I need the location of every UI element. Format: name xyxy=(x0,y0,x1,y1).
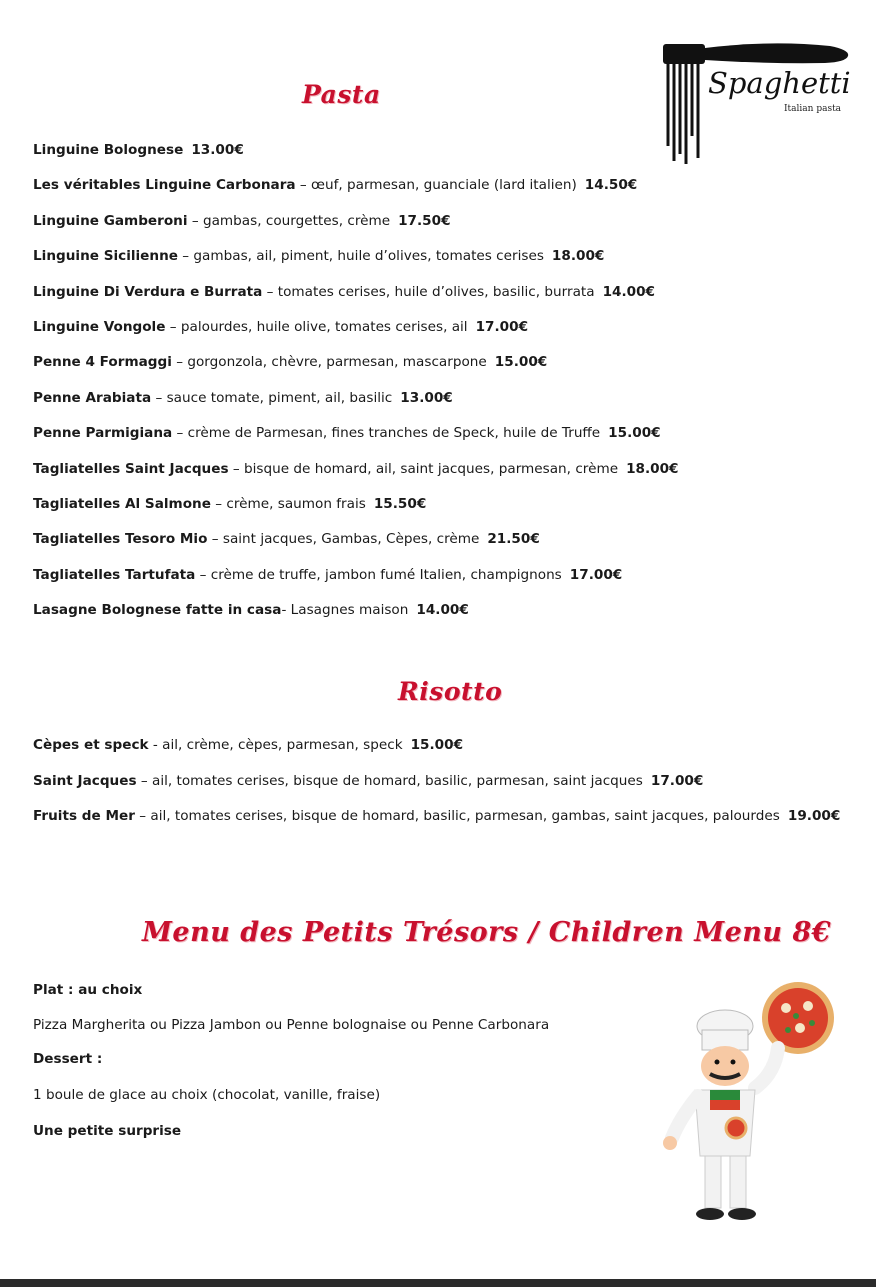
chef-with-pizza-icon xyxy=(650,978,845,1228)
item-name: Penne Parmigiana xyxy=(33,425,173,442)
pasta-item xyxy=(33,389,453,407)
item-description: – gorgonzola, chèvre, parmesan, mascarpone xyxy=(171,354,487,371)
pasta-item xyxy=(33,460,679,478)
item-price: 17.00€ xyxy=(569,566,623,583)
item-name: Tagliatelles Saint Jacques xyxy=(33,460,229,477)
plat-options: Pizza Margherita ou Pizza Jambon ou Penne bolognaise ou Penne Carbonara xyxy=(33,1017,550,1033)
dessert-label: Dessert : xyxy=(33,1051,103,1067)
pasta-item xyxy=(33,212,451,230)
item-name: Fruits de Mer xyxy=(33,808,135,824)
item-name: Les véritables Linguine Carbonara xyxy=(33,177,296,194)
item-price: 17.00€ xyxy=(475,319,529,335)
item-name: Linguine Gamberoni xyxy=(33,212,188,229)
item-price: 13.00€ xyxy=(191,142,244,158)
risotto-item xyxy=(33,736,463,754)
item-name: Tagliatelles Al Salmone xyxy=(33,496,211,512)
item-price: 19.00€ xyxy=(787,808,841,824)
item-description: – crème, saumon frais xyxy=(210,496,366,512)
item-description: – tomates cerises, huile d’olives, basilic, burrata xyxy=(262,283,595,300)
pasta-item xyxy=(33,424,661,442)
pasta-item xyxy=(33,247,604,265)
item-name: Linguine Vongole xyxy=(33,319,166,335)
bottom-divider xyxy=(0,1279,876,1287)
risotto-item xyxy=(33,772,703,790)
item-description: – gambas, courgettes, crème xyxy=(187,212,391,229)
logo-name: Spaghetti xyxy=(708,66,851,100)
pasta-item xyxy=(33,530,540,548)
children-menu-title: Menu des Petits Trésors / Children Menu 8€ xyxy=(142,917,832,948)
item-name: Linguine Sicilienne xyxy=(33,248,178,265)
item-price: 15.00€ xyxy=(608,425,661,442)
item-price: 21.50€ xyxy=(487,531,540,548)
item-description: – palourdes, huile olive, tomates cerises, ail xyxy=(165,319,468,335)
pasta-item xyxy=(33,601,469,619)
item-price: 18.00€ xyxy=(551,248,605,265)
item-name: Cèpes et speck xyxy=(33,737,149,753)
item-price: 13.00€ xyxy=(400,389,453,406)
logo-tagline: Italian pasta xyxy=(784,104,842,114)
pasta-item xyxy=(33,495,426,513)
pasta-item xyxy=(33,318,528,336)
item-description: - Lasagnes maison xyxy=(281,602,409,619)
item-description: - ail, crème, cèpes, parmesan, speck xyxy=(148,737,403,753)
item-name: Tagliatelles Tesoro Mio xyxy=(33,531,208,548)
item-name: Penne 4 Formaggi xyxy=(33,354,172,371)
item-price: 15.50€ xyxy=(373,496,427,512)
pasta-item xyxy=(33,353,547,371)
item-name: Linguine Di Verdura e Burrata xyxy=(33,283,263,300)
item-price: 17.50€ xyxy=(398,212,451,229)
spaghetti-fork-logo-icon xyxy=(660,36,855,166)
item-description: – crème de truffe, jambon fumé Italien, champignons xyxy=(195,566,562,583)
item-price: 15.00€ xyxy=(494,354,548,371)
item-description: – ail, tomates cerises, bisque de homard, basilic, parmesan, gambas, saint jacques, palourdes xyxy=(134,808,780,824)
item-name: Tagliatelles Tartufata xyxy=(33,566,196,583)
risotto-title: Risotto xyxy=(398,677,503,706)
item-price: 14.00€ xyxy=(416,602,469,619)
item-price: 18.00€ xyxy=(626,460,679,477)
item-description: – œuf, parmesan, guanciale (lard italien) xyxy=(295,177,577,194)
item-price: 14.00€ xyxy=(602,283,656,300)
pasta-item xyxy=(33,283,655,301)
item-price: 14.50€ xyxy=(584,177,638,194)
item-description: – saint jacques, Gambas, Cèpes, crème xyxy=(207,531,480,548)
surprise-text: Une petite surprise xyxy=(33,1123,182,1139)
item-description: – crème de Parmesan, fines tranches de Speck, huile de Truffe xyxy=(172,425,601,442)
item-description: – gambas, ail, piment, huile d’olives, tomates cerises xyxy=(177,248,544,265)
plat-label: Plat : au choix xyxy=(33,982,143,998)
item-name: Lasagne Bolognese fatte in casa xyxy=(33,602,282,619)
risotto-item xyxy=(33,807,840,825)
item-description: – bisque de homard, ail, saint jacques, parmesan, crème xyxy=(228,460,619,477)
item-name: Penne Arabiata xyxy=(33,389,152,406)
item-description: – sauce tomate, piment, ail, basilic xyxy=(151,389,393,406)
item-name: Linguine Bolognese xyxy=(33,142,184,158)
dessert-options: 1 boule de glace au choix (chocolat, vanille, fraise) xyxy=(33,1087,381,1103)
pasta-item xyxy=(33,566,622,584)
pasta-title: Pasta xyxy=(302,80,381,109)
pasta-item xyxy=(33,176,637,194)
item-price: 17.00€ xyxy=(650,772,704,789)
item-name: Saint Jacques xyxy=(33,772,137,789)
item-price: 15.00€ xyxy=(410,737,464,753)
item-description: – ail, tomates cerises, bisque de homard, basilic, parmesan, saint jacques xyxy=(136,772,643,789)
pasta-item xyxy=(33,141,244,159)
